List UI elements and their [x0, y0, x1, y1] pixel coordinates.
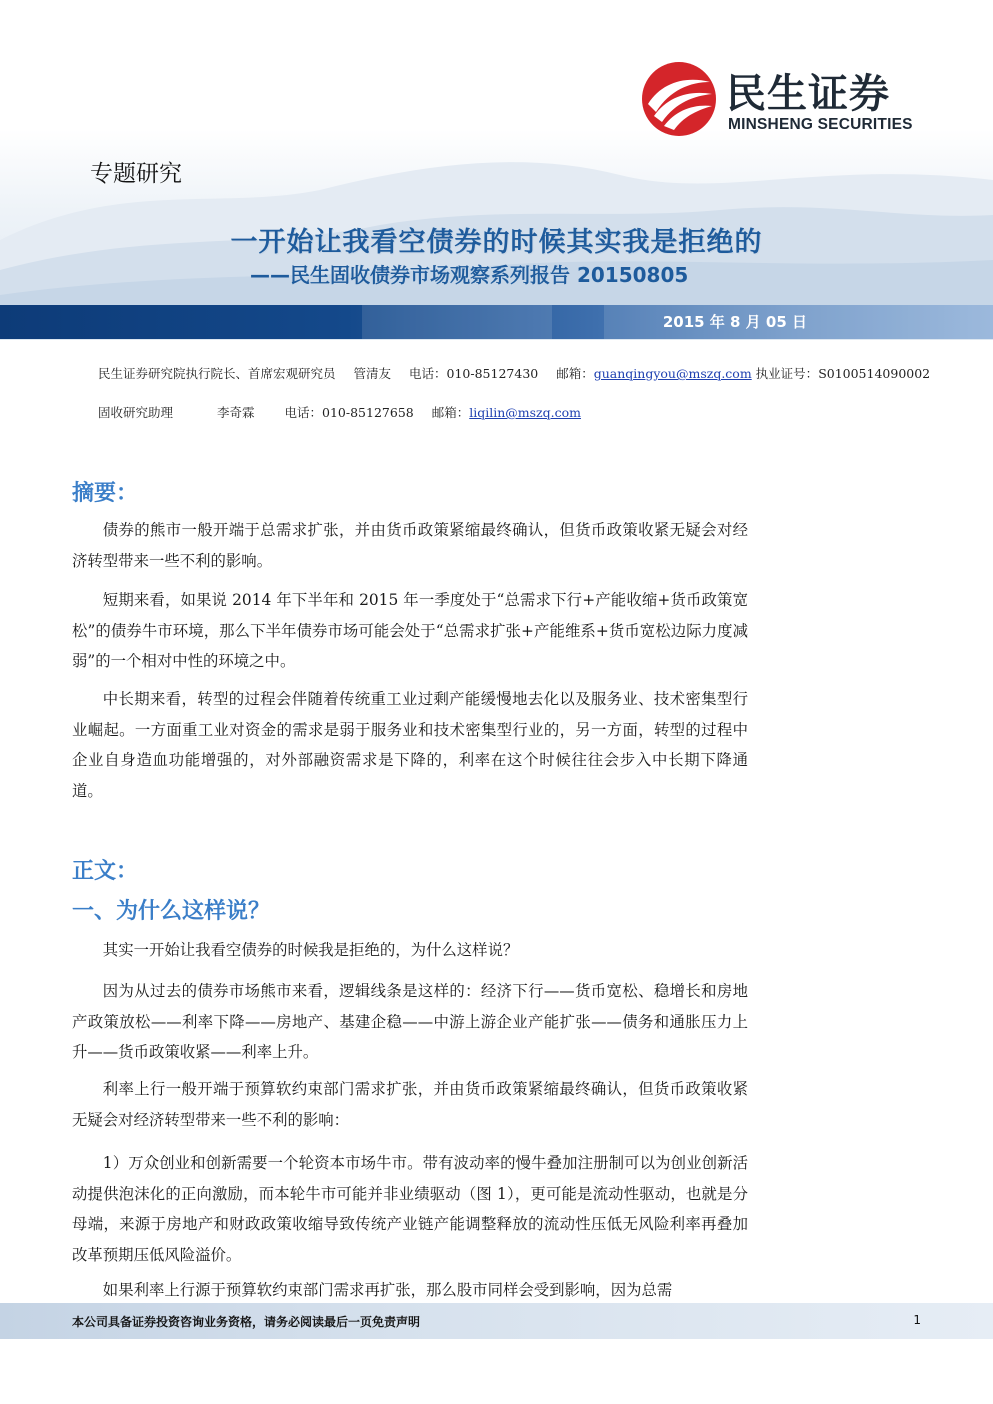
body-paragraph: 其实一开始让我看空债券的时候我是拒绝的，为什么这样说？ — [102, 941, 519, 959]
report-subtitle: ——民生固收债券市场观察系列报告 20150805 — [250, 263, 689, 287]
logo-name-cn: 民生证券 — [726, 71, 890, 117]
body-paragraph: 因为从过去的债券市场熊市来看，逻辑线条是这样的：经济下行——货币宽松、稳增长和房地产政策放松——利率下降——房地产、基建企稳——中游上游企业产能扩张——债务和通胀压力上升——货币政策收紧——利率上升。 — [72, 982, 748, 1061]
page-number: 1 — [913, 1313, 921, 1327]
company-logo — [640, 60, 930, 146]
analyst-role: 固收研究助理 — [98, 405, 174, 420]
analyst-name: 李奇霖 — [217, 405, 255, 420]
analyst-contact-1 — [98, 364, 930, 382]
phone-number: 010-85127658 — [322, 405, 414, 420]
analyst-name: 管清友 — [353, 366, 392, 381]
body-paragraph: 如果利率上行源于预算软约束部门需求再扩张，那么股市同样会受到影响，因为总需 — [102, 1281, 673, 1299]
email-link[interactable]: guanqingyou@mszq.com — [593, 366, 752, 381]
email-link[interactable]: liqilin@mszq.com — [469, 405, 581, 420]
license-number: S0100514090002 — [818, 366, 931, 381]
phone-label: 电话： — [409, 366, 447, 381]
analyst-role: 民生证券研究院执行院长、首席宏观研究员 — [98, 366, 336, 381]
summary-heading: 摘要： — [72, 481, 139, 506]
body-heading: 正文： — [72, 859, 139, 884]
analyst-contact-2 — [98, 403, 581, 421]
date-band — [0, 305, 993, 339]
summary-paragraph: 债券的熊市一般开端于总需求扩张，并由货币政策紧缩最终确认，但货币政策收紧无疑会对经济转型带来一些不利的影响。 — [72, 521, 748, 570]
phone-label: 电话： — [284, 405, 323, 420]
license-label: 执业证号： — [755, 366, 819, 381]
phone-number: 010-85127430 — [446, 366, 539, 381]
footer-disclaimer: 本公司具备证券投资咨询业务资格，请务必阅读最后一页免责声明 — [72, 1315, 421, 1329]
summary-paragraph: 中长期来看，转型的过程会伴随着传统重工业过剩产能缓慢地去化以及服务业、技术密集型行业崛起。一方面重工业对资金的需求是弱于服务业和技术密集型行业的，另一方面，转型的过程中企业自身造血功能增强的，对外部融资需求是下降的，利率在这个时候往往会步入中长期下降通道。 — [72, 690, 748, 800]
logo-name-en: MINSHENG SECURITIES — [728, 116, 913, 133]
report-date: 2015 年 8 月 05 日 — [662, 313, 807, 331]
summary-paragraph: 短期来看，如果说 2014 年下半年和 2015 年一季度处于“总需求下行+产能收缩+货币政策宽松”的债券牛市环境，那么下半年债券市场可能会处于“总需求扩张+产能维系+货币宽松边际力度减弱”的一个相对中性的环境之中。 — [72, 591, 748, 670]
body-paragraph: 1）万众创业和创新需要一个轮资本市场牛市。带有波动率的慢牛叠加注册制可以为创业创新活动提供泡沫化的正向激励，而本轮牛市可能并非业绩驱动（图 1），更可能是流动性驱动，也就是分母端，来源于房地产和财政政策收缩导致传统产业链产能调整释放的流动性压低无风险利率再叠加改革预期压低风险溢价。 — [72, 1154, 748, 1264]
email-label: 邮箱： — [556, 366, 594, 381]
minsheng-logo-icon — [640, 60, 718, 138]
body-paragraph: 利率上行一般开端于预算软约束部门需求扩张，并由货币政策紧缩最终确认，但货币政策收紧无疑会对经济转型带来一些不利的影响： — [72, 1080, 748, 1129]
section-heading: 一、为什么这样说？ — [72, 899, 271, 924]
email-label: 邮箱： — [431, 405, 470, 420]
report-type-label: 专题研究 — [90, 161, 182, 187]
report-title: 一开始让我看空债券的时候其实我是拒绝的 — [230, 227, 763, 258]
